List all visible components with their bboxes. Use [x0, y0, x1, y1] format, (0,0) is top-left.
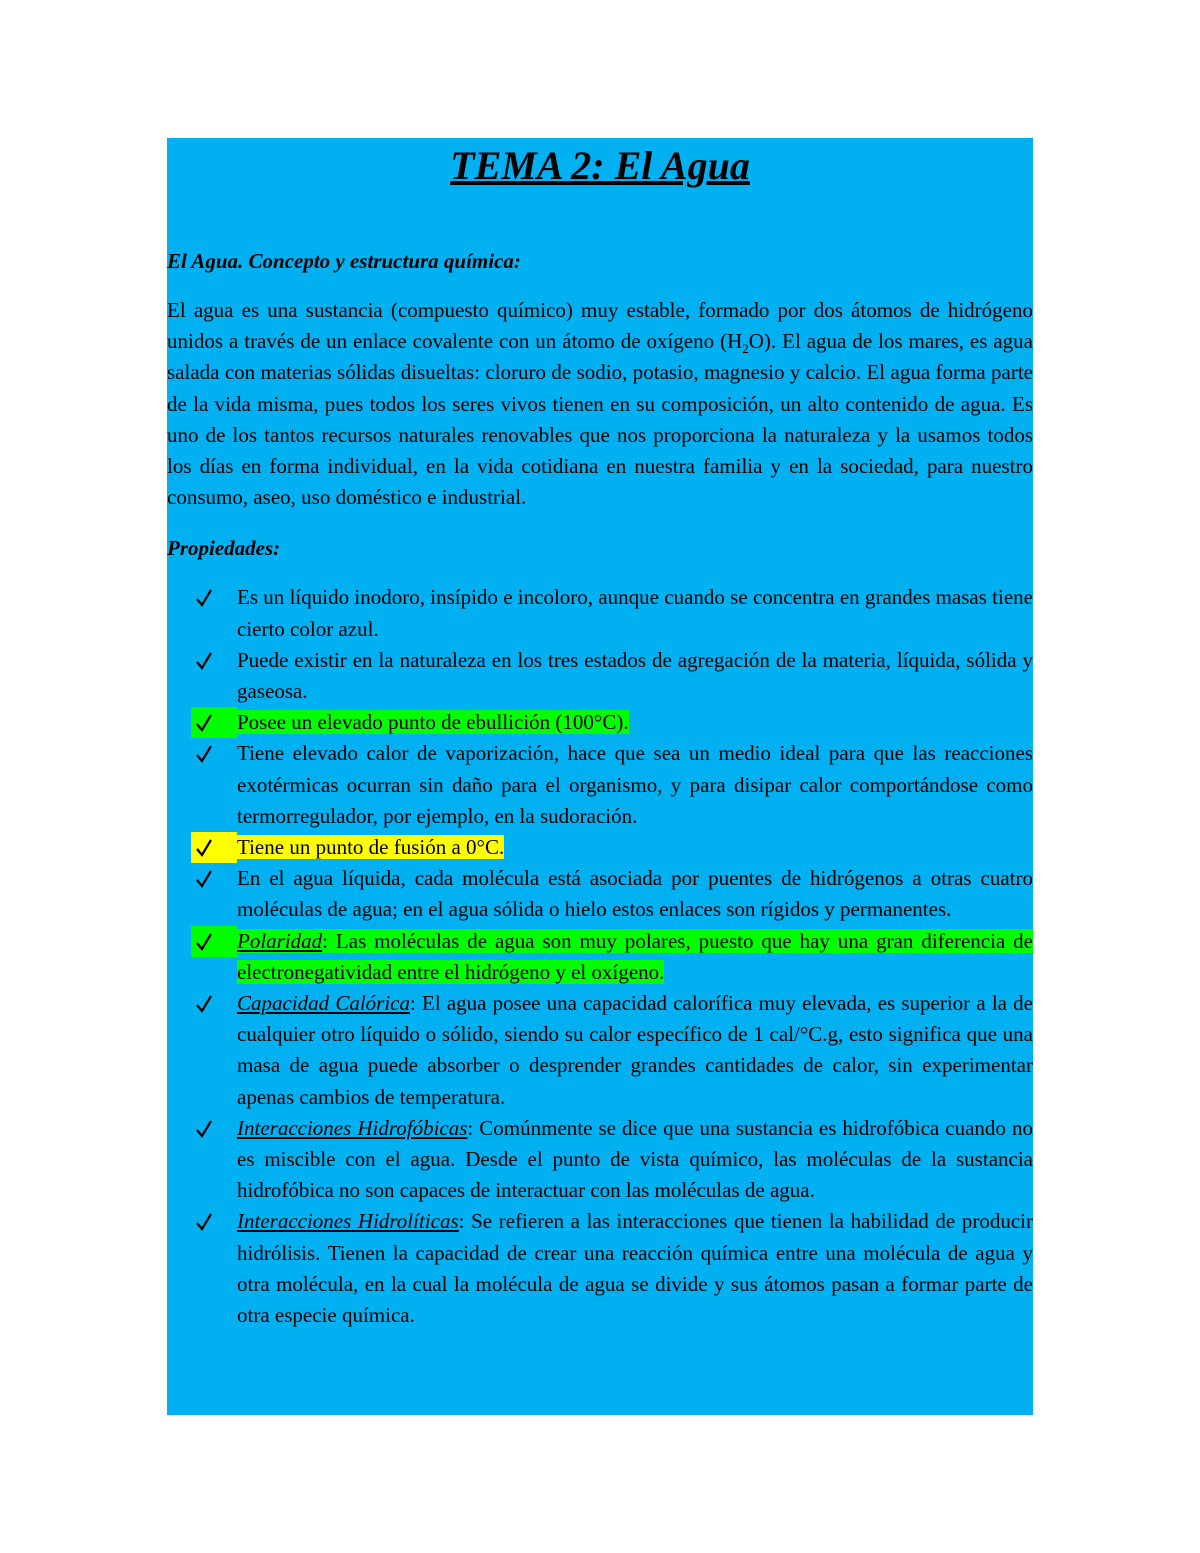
list-item	[167, 1113, 1033, 1207]
property-text: : Las moléculas de agua son muy polares, puesto que hay una gran diferencia de electronegatividad entre el hidrógeno y el oxígeno.	[237, 928, 1033, 984]
list-item-highlighted-green	[167, 707, 1033, 738]
property-text: Tiene un punto de fusión a 0°C.	[237, 835, 505, 860]
section-heading-propiedades: Propiedades:	[167, 536, 281, 561]
intro-text-start: El agua es una sustancia (compuesto químico) muy estable, formado por dos átomos de hidrógeno unidos a través de un enlace covalente con un átomo de oxígeno (H	[167, 298, 1033, 354]
list-item-highlighted-green	[167, 926, 1033, 988]
list-item	[167, 582, 1033, 644]
property-text: En el agua líquida, cada molécula está asociada por puentes de hidrógenos a otras cuatro moléculas de agua; en el agua sólida o hielo estos enlaces son rígidos y permanentes.	[237, 866, 1033, 922]
property-text: : Se refieren a las interacciones que tienen la habilidad de producir hidrólisis. Tienen la capacidad de crear una reacción química entre una molécula de agua y otra molécula, en la cual la molécula de agua se divide y sus átomos pasan a formar parte de otra especie química.	[237, 1209, 1034, 1328]
properties-list	[167, 582, 1033, 1331]
check-icon	[195, 988, 213, 1019]
property-term: Polaridad	[237, 928, 323, 953]
list-item	[167, 738, 1033, 832]
property-term: Interacciones Hidrolíticas	[237, 1209, 459, 1234]
check-icon	[195, 1206, 213, 1237]
document-content	[167, 138, 1033, 1331]
property-content	[237, 929, 1033, 984]
intro-text-end: O). El agua de los mares, es agua salada con materias sólidas disueltas: cloruro de sodio, potasio, magnesio y calcio. El agua forma parte de la vida misma, pues todos los seres vivos tienen en su composición, un alto contenido de agua. Es uno de los tantos recursos naturales renovables que nos proporciona la naturaleza y la usamos todos los días en forma individual, en la vida cotidiana en nuestra familia y en la sociedad, para nuestro consumo, aseo, uso doméstico e industrial.	[167, 329, 1033, 510]
document-title: TEMA 2: El Agua	[450, 143, 750, 188]
list-item-highlighted-yellow	[167, 832, 1033, 863]
check-icon	[195, 1113, 213, 1144]
property-text: : El agua posee una capacidad calorífica muy elevada, es superior a la de cualquier otro líquido o sólido, siendo su calor específico de 1 cal/°C.g, esto significa que una masa de agua puede absorber o desprender grandes cantidades de calor, sin experimentar apenas cambios de temperatura.	[237, 991, 1033, 1109]
intro-paragraph	[167, 295, 1033, 513]
check-icon	[195, 863, 213, 894]
property-text: Puede existir en la naturaleza en los tres estados de agregación de la materia, líquida, sólida y gaseosa.	[237, 647, 1033, 704]
section-heading-concepto: El Agua. Concepto y estructura química:	[167, 249, 521, 273]
property-term: Interacciones Hidrofóbicas	[237, 1115, 468, 1140]
check-icon	[195, 582, 213, 613]
property-term: Capacidad Calórica	[237, 991, 410, 1016]
check-icon	[195, 645, 213, 676]
list-item	[167, 988, 1033, 1113]
check-icon	[195, 707, 213, 738]
check-icon	[195, 832, 213, 863]
list-item	[167, 1206, 1033, 1331]
list-item	[167, 863, 1033, 925]
subscript-2: 2	[742, 341, 749, 357]
property-text: Tiene elevado calor de vaporización, hace que sea un medio ideal para que las reacciones exotérmicas ocurran sin daño para el organismo, y para disipar calor comportándose como termorregulador, por ejemplo, en la sudoración.	[237, 741, 1033, 828]
check-icon	[195, 738, 213, 769]
list-item	[167, 645, 1033, 707]
check-icon	[195, 926, 213, 957]
property-text: : Comúnmente se dice que una sustancia es hidrofóbica cuando no es miscible con el agua. Desde el punto de vista químico, las moléculas de la sustancia hidrofóbica no son capaces de interactuar con las moléculas de agua.	[237, 1115, 1033, 1203]
property-text: Posee un elevado punto de ebullición (100°C).	[237, 710, 629, 735]
property-text: Es un líquido inodoro, insípido e incoloro, aunque cuando se concentra en grandes masas tiene cierto color azul.	[237, 585, 1033, 641]
